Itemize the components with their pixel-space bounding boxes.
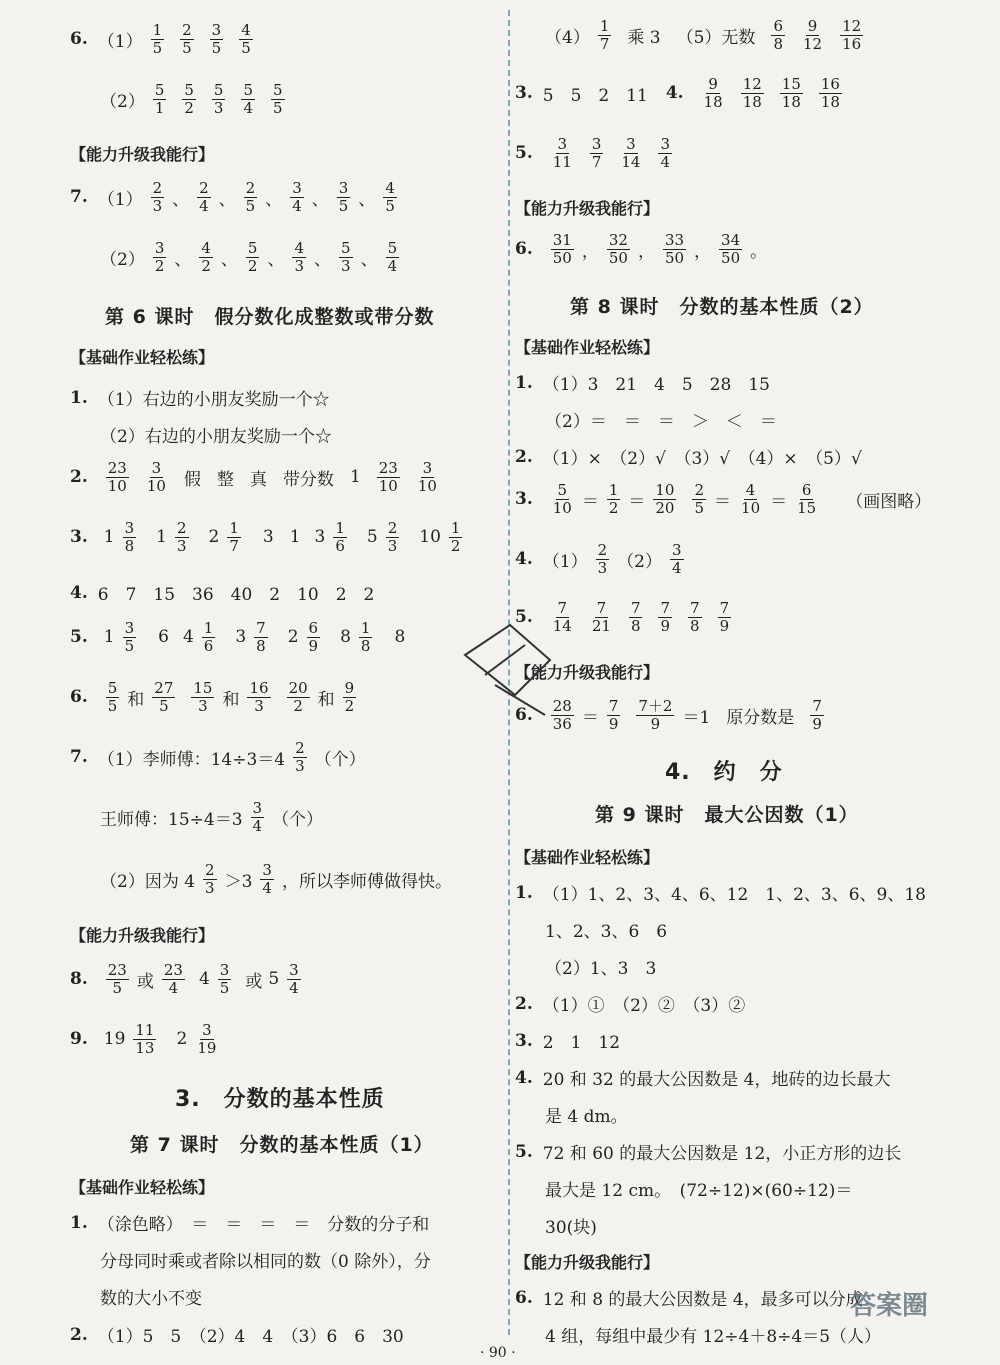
fraction: $\frac{1}{5}$ — [152, 21, 163, 57]
answer-6-line-2: 4 组，每组中最少有 12÷4＋8÷4＝5（人） — [545, 1327, 882, 1347]
fraction: $\frac{5}{2}$ — [184, 81, 194, 117]
answer-2: 2. （1）5 5 （2）4 4 （3）6 6 30 — [70, 1324, 404, 1347]
fraction: $\frac{5}{1}$ — [154, 81, 165, 117]
question-7: 7. （1） $\frac{2}{3}$ 、 $\frac{2}{4}$ 、 $\frac{2}{5}$ 、 $\frac{3}{4}$ 、 $\frac{3}{5}$ 、 $\frac{4}{5}$ — [70, 179, 395, 215]
answer-1: 1. （1）1、2、3、4、6、12 1、2、3、6、9、18 — [515, 882, 926, 905]
fraction: $\frac{5}{3}$ — [213, 81, 224, 117]
chapter-title: 3. 分数的基本性质 — [175, 1087, 385, 1112]
answer-1-line-2: 分母同时乘或者除以相同的数（0 除外），分 — [100, 1252, 431, 1272]
section-heading: 【基础作业轻松练】 — [515, 338, 660, 357]
answer-9: 9. 19 $\frac{11}{13}$ 2 $\frac{3}{19}$ — [70, 1021, 217, 1057]
answer-1-line-2: 1、2、3、6 6 — [545, 922, 668, 942]
answer-1-line-3: （2）1、3 3 — [545, 959, 657, 979]
answer-6: 6. $\frac{5}{5}$ 和 $\frac{27}{5}$ $\frac{15}{3}$ 和 $\frac{16}{3}$ $\frac{20}{2}$ 和 $\frac{9}{2}$ — [70, 679, 355, 715]
question-6: 6. （1） $\frac{1}{5}$ $\frac{2}{5}$ $\frac{3}{5}$ $\frac{4}{5}$ — [70, 21, 251, 57]
fraction: $\frac{5}{4}$ — [243, 81, 254, 117]
answer-7-line-3: （2）因为 4 $\frac{2}{3}$ ＞3 $\frac{3}{4}$ ，所以李师傅做得快。 — [100, 861, 452, 897]
answer-3: 3. 1 $\frac{3}{8}$ 1 $\frac{2}{3}$ 2 $\frac{1}{7}$ 3 1 3 $\frac{1}{6}$ 5 $\frac{2}{3}$ 10 $\frac{1}{2}$ — [70, 519, 461, 555]
handwritten-sketch — [455, 615, 575, 735]
answer-5: 5. 72 和 60 的最大公因数是 12，小正方形的边长 — [515, 1141, 902, 1164]
answer-1-part-2: （2）右边的小朋友奖励一个☆ — [100, 427, 332, 447]
fraction: $\frac{3}{5}$ — [211, 21, 222, 57]
answer-1: 1. （1）3 21 4 5 28 15 — [515, 372, 770, 395]
answer-5: 5. $\frac{3}{11}$ $\frac{3}{7}$ $\frac{3}{14}$ $\frac{3}{4}$ — [515, 135, 671, 171]
answer-5-line-3: 30(块) — [545, 1218, 597, 1238]
section-heading: 【基础作业轻松练】 — [515, 848, 660, 867]
answer-2: 2. （1）× （2）√ （3）√ （4）× （5）√ — [515, 446, 862, 469]
lesson-title: 第 8 课时 分数的基本性质（2） — [570, 296, 874, 318]
answer-5: 5. 1 $\frac{3}{5}$ 6 4 $\frac{1}{6}$ 3 $\frac{7}{8}$ 2 $\frac{6}{9}$ 8 $\frac{1}{8}$ 8 — [70, 619, 406, 655]
answer-5-line-2: 最大是 12 cm。 (72÷12)×(60÷12)＝ — [545, 1181, 853, 1201]
page-number: · 90 · — [480, 1345, 516, 1361]
chapter-title: 4. 约 分 — [665, 760, 783, 785]
fraction: $\frac{5}{5}$ — [273, 81, 283, 117]
answer-6: 6. $\frac{31}{50}$ ， $\frac{32}{50}$ ， $\frac{33}{50}$ ， $\frac{34}{50}$ 。 — [515, 231, 768, 267]
answer-8: 8. $\frac{23}{5}$ 或 $\frac{23}{4}$ 4 $\frac{3}{5}$ 或 5 $\frac{3}{4}$ — [70, 961, 299, 997]
section-heading: 【基础作业轻松练】 — [70, 1178, 215, 1197]
answer-6: 6. $\frac{28}{36}$ ＝ $\frac{7}{9}$ $\frac{7+2}{9}$ ＝1 原分数是 $\frac{7}{9}$ — [515, 697, 822, 733]
answer-7-line-2: 王师傅：15÷4＝3 $\frac{3}{4}$ （个） — [100, 799, 324, 835]
answer-4: 4. （1） $\frac{2}{3}$ （2） $\frac{3}{4}$ — [515, 541, 682, 577]
fraction: $\frac{2}{5}$ — [182, 21, 192, 57]
answer-4-line-2: 是 4 dm。 — [545, 1107, 628, 1127]
lesson-title: 第 7 课时 分数的基本性质（1） — [130, 1134, 434, 1156]
answer-4: 4. 20 和 32 的最大公因数是 4，地砖的边长最大 — [515, 1067, 891, 1090]
section-heading: 【能力升级我能行】 — [515, 1253, 660, 1272]
answer-1: 1. （涂色略） ＝ ＝ ＝ ＝ 分数的分子和 — [70, 1212, 430, 1235]
answer-4: 4. 6 7 15 36 40 2 10 2 2 — [70, 582, 375, 605]
answer-2: 2. （1）① （2）② （3）② — [515, 993, 746, 1016]
section-heading: 【能力升级我能行】 — [515, 199, 660, 218]
lesson-title: 第 6 课时 假分数化成整数或带分数 — [105, 306, 435, 328]
answer-3-4: 3. 5 5 2 11 4. $\frac{9}{18}$ $\frac{12}{18}$ $\frac{15}{18}$ $\frac{16}{18}$ — [515, 75, 840, 111]
question-2-continued: （4） $\frac{1}{7}$ 乘 3 （5）无数 $\frac{6}{8}$ $\frac{9}{12}$ $\frac{12}{16}$ — [545, 17, 862, 53]
section-heading: 【能力升级我能行】 — [70, 926, 215, 945]
section-heading: 【基础作业轻松练】 — [70, 348, 215, 367]
answer-7: 7. （1）李师傅：14÷3＝4 $\frac{2}{3}$ （个） — [70, 739, 366, 775]
answer-3: 3. 2 1 12 — [515, 1030, 621, 1053]
answer-5: 5. $\frac{7}{14}$ $\frac{7}{21}$ $\frac{7}{8}$ $\frac{7}{9}$ $\frac{7}{8}$ $\frac{7}{9}$ — [515, 599, 730, 635]
section-heading: 【能力升级我能行】 — [515, 663, 660, 682]
question-6-part-2: （2） $\frac{5}{1}$ $\frac{5}{2}$ $\frac{5}{3}$ $\frac{5}{4}$ $\frac{5}{5}$ — [100, 81, 283, 117]
answer-1-part-2: （2）＝ ＝ ＝ ＞ ＜ ＝ — [545, 412, 777, 432]
watermark-logo: 答案圈 — [850, 1291, 929, 1321]
right-column — [515, 0, 955, 1347]
left-column — [70, 0, 500, 1347]
answer-2: 2. $\frac{23}{10}$ $\frac{3}{10}$ 假 整 真 带分数 1 $\frac{23}{10}$ $\frac{3}{10}$ — [70, 459, 437, 495]
answer-6: 6. 12 和 8 的最大公因数是 4，最多可以分成 — [515, 1287, 863, 1310]
lesson-title: 第 9 课时 最大公因数（1） — [595, 804, 859, 826]
fraction: $\frac{4}{5}$ — [241, 21, 251, 57]
section-heading: 【能力升级我能行】 — [70, 145, 215, 164]
answer-1: 1. （1）右边的小朋友奖励一个☆ — [70, 387, 330, 410]
answer-3: 3. $\frac{5}{10}$ ＝ $\frac{1}{2}$ ＝ $\frac{10}{20}$ $\frac{2}{5}$ ＝ $\frac{4}{10}$ ＝ $\frac{6}{15}$ （画图略） — [515, 481, 932, 517]
question-7-part-2: （2） $\frac{3}{2}$ 、 $\frac{4}{2}$ 、 $\frac{5}{2}$ 、 $\frac{4}{3}$ 、 $\frac{5}{3}$ 、 $\frac{5}{4}$ — [100, 239, 398, 275]
answer-1-line-3: 数的大小不变 — [100, 1289, 202, 1309]
